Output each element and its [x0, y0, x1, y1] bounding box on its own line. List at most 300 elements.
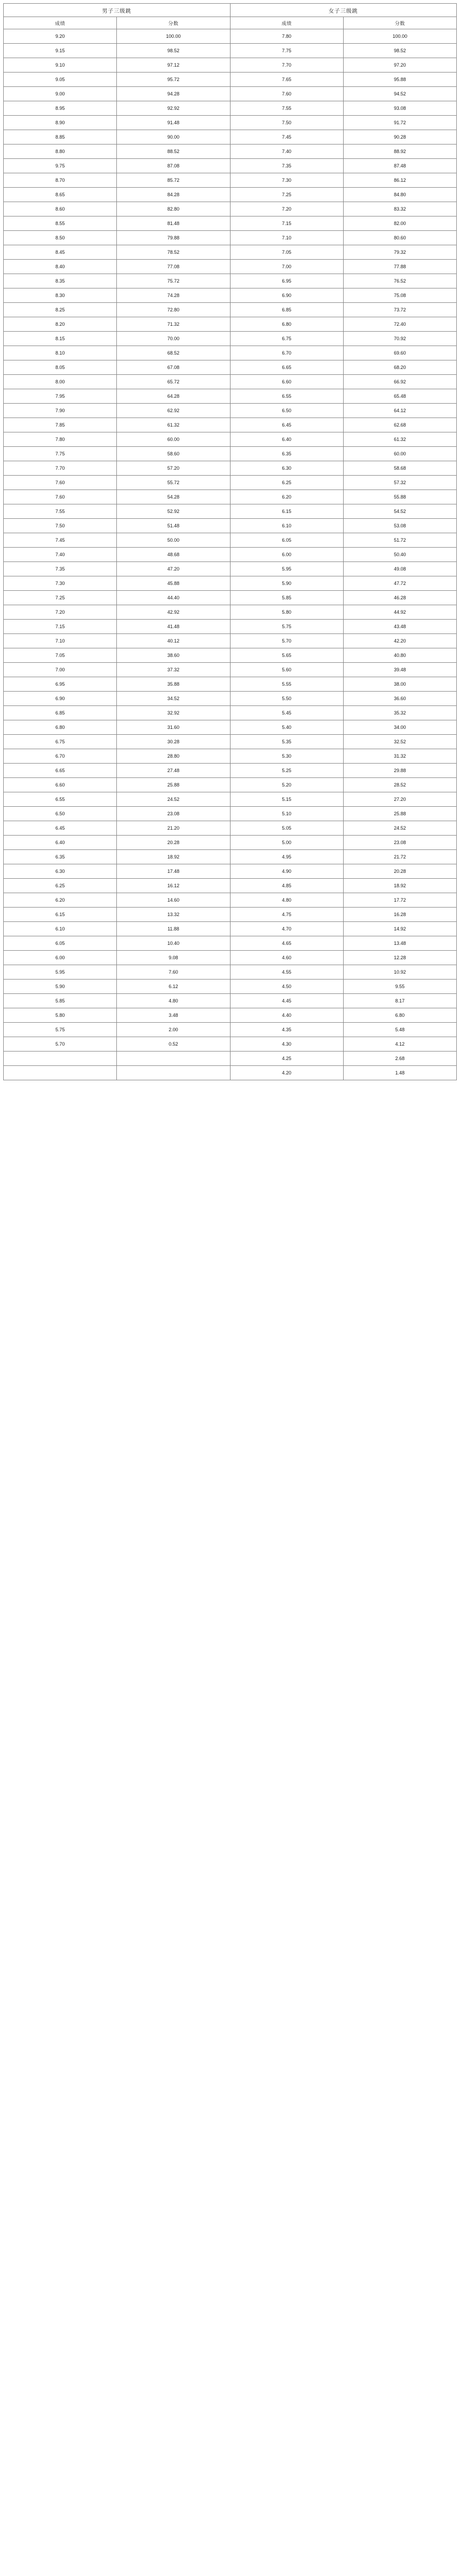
cell-mens-result: 5.70	[4, 1037, 117, 1052]
table-row	[4, 231, 457, 245]
cell-mens-score	[117, 1066, 230, 1080]
cell-mens-score: 32.92	[117, 706, 230, 720]
table-row	[4, 850, 457, 864]
table-row	[4, 533, 457, 548]
cell-womens-score: 9.55	[343, 980, 456, 994]
table-row	[4, 692, 457, 706]
cell-mens-result: 6.95	[4, 677, 117, 692]
cell-womens-score: 18.92	[343, 879, 456, 893]
cell-mens-score: 84.28	[117, 188, 230, 202]
table-row	[4, 216, 457, 231]
cell-womens-score: 27.20	[343, 792, 456, 807]
cell-mens-score: 37.32	[117, 663, 230, 677]
cell-womens-result: 6.95	[230, 274, 343, 288]
table-row	[4, 346, 457, 360]
table-row	[4, 418, 457, 432]
cell-mens-score: 60.00	[117, 432, 230, 447]
cell-mens-result: 9.10	[4, 58, 117, 73]
cell-mens-score: 28.80	[117, 749, 230, 764]
cell-mens-result: 7.30	[4, 576, 117, 591]
cell-mens-score: 54.28	[117, 490, 230, 504]
cell-womens-score: 25.88	[343, 807, 456, 821]
cell-womens-result: 6.90	[230, 288, 343, 303]
table-row	[4, 1037, 457, 1052]
cell-womens-result: 6.65	[230, 360, 343, 375]
cell-womens-score: 77.88	[343, 260, 456, 274]
cell-mens-result: 8.45	[4, 245, 117, 260]
cell-womens-result: 4.90	[230, 864, 343, 879]
triple-jump-score-table	[3, 3, 457, 1080]
table-row	[4, 620, 457, 634]
cell-mens-result: 8.80	[4, 145, 117, 159]
cell-womens-result: 6.35	[230, 447, 343, 461]
cell-womens-result: 4.30	[230, 1037, 343, 1052]
cell-mens-result: 7.95	[4, 389, 117, 404]
table-row	[4, 965, 457, 980]
table-row	[4, 44, 457, 58]
table-row	[4, 29, 457, 44]
table-row	[4, 173, 457, 188]
cell-mens-score: 41.48	[117, 620, 230, 634]
cell-mens-result: 8.85	[4, 130, 117, 145]
cell-womens-score: 50.40	[343, 548, 456, 562]
cell-mens-result: 6.85	[4, 706, 117, 720]
cell-womens-score: 93.08	[343, 101, 456, 116]
cell-womens-result: 5.00	[230, 836, 343, 850]
cell-mens-score: 40.12	[117, 634, 230, 648]
cell-womens-result: 5.95	[230, 562, 343, 576]
group-header-mens: 男子三级跳	[4, 4, 231, 17]
table-row	[4, 375, 457, 389]
cell-womens-score: 17.72	[343, 893, 456, 908]
cell-womens-result: 5.05	[230, 821, 343, 836]
table-row	[4, 893, 457, 908]
cell-mens-score: 4.80	[117, 994, 230, 1008]
cell-mens-score: 44.40	[117, 591, 230, 605]
cell-womens-score: 73.72	[343, 303, 456, 317]
cell-mens-score: 88.52	[117, 145, 230, 159]
cell-mens-result: 9.00	[4, 87, 117, 101]
table-row	[4, 749, 457, 764]
cell-womens-result: 5.60	[230, 663, 343, 677]
cell-womens-result: 7.75	[230, 44, 343, 58]
table-row	[4, 562, 457, 576]
cell-womens-score: 23.08	[343, 836, 456, 850]
cell-womens-score: 79.32	[343, 245, 456, 260]
group-header-row	[4, 4, 457, 17]
column-header-womens-result: 成绩	[230, 17, 343, 29]
table-row	[4, 476, 457, 490]
table-row	[4, 951, 457, 965]
cell-womens-score: 54.52	[343, 504, 456, 519]
cell-womens-result: 7.80	[230, 29, 343, 44]
cell-mens-score: 90.00	[117, 130, 230, 145]
cell-womens-result: 7.05	[230, 245, 343, 260]
table-row	[4, 648, 457, 663]
cell-womens-score: 61.32	[343, 432, 456, 447]
cell-mens-score: 6.12	[117, 980, 230, 994]
table-row	[4, 663, 457, 677]
cell-mens-score: 67.08	[117, 360, 230, 375]
group-header-womens: 女子三级跳	[230, 4, 457, 17]
cell-mens-result: 8.55	[4, 216, 117, 231]
cell-mens-score: 61.32	[117, 418, 230, 432]
column-header-mens-result: 成绩	[4, 17, 117, 29]
cell-womens-score: 46.28	[343, 591, 456, 605]
cell-mens-score: 64.28	[117, 389, 230, 404]
table-row	[4, 101, 457, 116]
cell-mens-result: 8.95	[4, 101, 117, 116]
table-row	[4, 461, 457, 476]
cell-mens-score: 45.88	[117, 576, 230, 591]
cell-womens-result: 6.40	[230, 432, 343, 447]
table-row	[4, 720, 457, 735]
table-row	[4, 879, 457, 893]
cell-womens-score: 10.92	[343, 965, 456, 980]
table-body	[4, 29, 457, 1080]
cell-womens-score: 14.92	[343, 922, 456, 936]
cell-womens-score: 70.92	[343, 332, 456, 346]
table-row	[4, 58, 457, 73]
cell-mens-result: 6.05	[4, 936, 117, 951]
table-row	[4, 792, 457, 807]
cell-womens-score: 47.72	[343, 576, 456, 591]
cell-mens-result: 8.15	[4, 332, 117, 346]
table-row	[4, 1052, 457, 1066]
cell-womens-score: 58.68	[343, 461, 456, 476]
cell-mens-score: 85.72	[117, 173, 230, 188]
cell-mens-result: 6.50	[4, 807, 117, 821]
table-row	[4, 836, 457, 850]
cell-womens-score: 13.48	[343, 936, 456, 951]
cell-mens-score: 25.88	[117, 778, 230, 792]
cell-mens-score: 9.08	[117, 951, 230, 965]
cell-mens-result: 7.25	[4, 591, 117, 605]
table-row	[4, 274, 457, 288]
cell-mens-result: 7.45	[4, 533, 117, 548]
cell-mens-result: 6.65	[4, 764, 117, 778]
cell-mens-score: 14.60	[117, 893, 230, 908]
cell-mens-score: 95.72	[117, 73, 230, 87]
cell-womens-result: 5.80	[230, 605, 343, 620]
cell-womens-score: 8.17	[343, 994, 456, 1008]
cell-mens-result: 6.35	[4, 850, 117, 864]
cell-womens-score: 82.00	[343, 216, 456, 231]
table-row	[4, 303, 457, 317]
cell-mens-score: 71.32	[117, 317, 230, 332]
cell-mens-result: 8.50	[4, 231, 117, 245]
cell-womens-score: 69.60	[343, 346, 456, 360]
cell-mens-result: 8.35	[4, 274, 117, 288]
table-row	[4, 735, 457, 749]
cell-mens-score: 24.52	[117, 792, 230, 807]
cell-mens-result: 6.60	[4, 778, 117, 792]
cell-womens-result: 5.35	[230, 735, 343, 749]
cell-womens-score: 94.52	[343, 87, 456, 101]
table-row	[4, 490, 457, 504]
table-row	[4, 1008, 457, 1023]
cell-womens-score: 38.00	[343, 677, 456, 692]
cell-mens-score: 78.52	[117, 245, 230, 260]
cell-mens-result: 6.55	[4, 792, 117, 807]
table-row	[4, 936, 457, 951]
cell-womens-score: 68.20	[343, 360, 456, 375]
cell-mens-score: 27.48	[117, 764, 230, 778]
cell-womens-result: 7.55	[230, 101, 343, 116]
cell-womens-result: 6.20	[230, 490, 343, 504]
cell-womens-score: 1.48	[343, 1066, 456, 1080]
cell-womens-score: 12.28	[343, 951, 456, 965]
cell-mens-result: 7.10	[4, 634, 117, 648]
cell-womens-result: 4.35	[230, 1023, 343, 1037]
table-row	[4, 576, 457, 591]
table-row	[4, 404, 457, 418]
cell-womens-result: 7.25	[230, 188, 343, 202]
cell-womens-score: 42.20	[343, 634, 456, 648]
cell-mens-result: 6.20	[4, 893, 117, 908]
cell-mens-result: 9.75	[4, 159, 117, 173]
cell-womens-score: 32.52	[343, 735, 456, 749]
score-table-page	[0, 0, 460, 1086]
cell-mens-score: 20.28	[117, 836, 230, 850]
cell-womens-result: 5.70	[230, 634, 343, 648]
cell-mens-result: 6.25	[4, 879, 117, 893]
cell-mens-result: 8.25	[4, 303, 117, 317]
cell-mens-score: 16.12	[117, 879, 230, 893]
cell-mens-score: 34.52	[117, 692, 230, 706]
table-row	[4, 994, 457, 1008]
table-row	[4, 591, 457, 605]
cell-mens-score: 11.88	[117, 922, 230, 936]
cell-womens-score: 36.60	[343, 692, 456, 706]
table-row	[4, 116, 457, 130]
cell-womens-score: 49.08	[343, 562, 456, 576]
cell-mens-score: 2.00	[117, 1023, 230, 1037]
cell-mens-score: 72.80	[117, 303, 230, 317]
cell-mens-result: 6.75	[4, 735, 117, 749]
cell-mens-score: 97.12	[117, 58, 230, 73]
cell-mens-result: 6.70	[4, 749, 117, 764]
cell-womens-score: 62.68	[343, 418, 456, 432]
cell-mens-score: 48.68	[117, 548, 230, 562]
cell-womens-result: 5.20	[230, 778, 343, 792]
cell-mens-result: 5.95	[4, 965, 117, 980]
cell-womens-result: 6.80	[230, 317, 343, 332]
cell-mens-result: 7.15	[4, 620, 117, 634]
cell-mens-score: 98.52	[117, 44, 230, 58]
table-row	[4, 432, 457, 447]
cell-womens-result: 4.65	[230, 936, 343, 951]
cell-womens-result: 6.60	[230, 375, 343, 389]
cell-mens-result: 7.40	[4, 548, 117, 562]
column-header-mens-score: 分数	[117, 17, 230, 29]
cell-mens-result: 7.60	[4, 490, 117, 504]
cell-mens-result: 6.15	[4, 908, 117, 922]
cell-mens-result: 7.05	[4, 648, 117, 663]
cell-womens-result: 4.95	[230, 850, 343, 864]
cell-womens-result: 5.65	[230, 648, 343, 663]
cell-womens-score: 97.20	[343, 58, 456, 73]
cell-womens-result: 4.60	[230, 951, 343, 965]
cell-mens-result: 7.85	[4, 418, 117, 432]
cell-mens-score: 13.32	[117, 908, 230, 922]
cell-womens-score: 60.00	[343, 447, 456, 461]
cell-mens-score: 77.08	[117, 260, 230, 274]
cell-womens-score: 35.32	[343, 706, 456, 720]
cell-mens-score: 87.08	[117, 159, 230, 173]
cell-womens-result: 6.15	[230, 504, 343, 519]
table-row	[4, 245, 457, 260]
cell-womens-result: 6.30	[230, 461, 343, 476]
cell-mens-result: 5.75	[4, 1023, 117, 1037]
cell-womens-score: 98.52	[343, 44, 456, 58]
table-row	[4, 87, 457, 101]
cell-mens-result: 8.20	[4, 317, 117, 332]
table-row	[4, 922, 457, 936]
cell-mens-result: 7.55	[4, 504, 117, 519]
cell-mens-score: 94.28	[117, 87, 230, 101]
cell-womens-result: 6.85	[230, 303, 343, 317]
cell-mens-result: 6.40	[4, 836, 117, 850]
cell-mens-score: 58.60	[117, 447, 230, 461]
cell-womens-result: 7.65	[230, 73, 343, 87]
table-head	[4, 4, 457, 29]
cell-mens-score: 81.48	[117, 216, 230, 231]
cell-womens-score: 44.92	[343, 605, 456, 620]
cell-womens-score: 88.92	[343, 145, 456, 159]
cell-womens-result: 7.40	[230, 145, 343, 159]
table-row	[4, 519, 457, 533]
cell-mens-result: 9.15	[4, 44, 117, 58]
table-row	[4, 634, 457, 648]
cell-womens-result: 4.45	[230, 994, 343, 1008]
cell-womens-result: 6.00	[230, 548, 343, 562]
table-row	[4, 821, 457, 836]
table-row	[4, 73, 457, 87]
table-row	[4, 677, 457, 692]
table-row	[4, 360, 457, 375]
cell-mens-score: 82.80	[117, 202, 230, 216]
cell-mens-score: 100.00	[117, 29, 230, 44]
cell-womens-score: 91.72	[343, 116, 456, 130]
cell-mens-score: 55.72	[117, 476, 230, 490]
cell-womens-score: 87.48	[343, 159, 456, 173]
cell-mens-result: 9.05	[4, 73, 117, 87]
column-header-womens-score: 分数	[343, 17, 456, 29]
table-row	[4, 504, 457, 519]
cell-womens-score: 2.68	[343, 1052, 456, 1066]
cell-mens-score: 30.28	[117, 735, 230, 749]
table-row	[4, 145, 457, 159]
cell-mens-score: 21.20	[117, 821, 230, 836]
cell-womens-score: 31.32	[343, 749, 456, 764]
cell-mens-result: 7.60	[4, 476, 117, 490]
table-row	[4, 447, 457, 461]
cell-womens-score: 75.08	[343, 288, 456, 303]
cell-womens-result: 4.75	[230, 908, 343, 922]
cell-womens-score: 21.72	[343, 850, 456, 864]
cell-mens-score: 74.28	[117, 288, 230, 303]
cell-mens-result: 9.20	[4, 29, 117, 44]
table-row	[4, 908, 457, 922]
cell-womens-result: 5.45	[230, 706, 343, 720]
cell-mens-result: 8.70	[4, 173, 117, 188]
cell-mens-result: 6.90	[4, 692, 117, 706]
cell-mens-result: 7.70	[4, 461, 117, 476]
cell-mens-score: 3.48	[117, 1008, 230, 1023]
cell-womens-score: 40.80	[343, 648, 456, 663]
cell-mens-result: 5.80	[4, 1008, 117, 1023]
cell-womens-result: 4.50	[230, 980, 343, 994]
cell-mens-score: 47.20	[117, 562, 230, 576]
table-row	[4, 260, 457, 274]
cell-womens-result: 7.10	[230, 231, 343, 245]
table-row	[4, 332, 457, 346]
cell-womens-score: 100.00	[343, 29, 456, 44]
cell-mens-result: 7.80	[4, 432, 117, 447]
cell-womens-score: 55.88	[343, 490, 456, 504]
cell-womens-result: 6.70	[230, 346, 343, 360]
cell-mens-result: 8.60	[4, 202, 117, 216]
table-row	[4, 288, 457, 303]
cell-mens-score: 51.48	[117, 519, 230, 533]
table-row	[4, 807, 457, 821]
cell-mens-result: 6.00	[4, 951, 117, 965]
cell-womens-result: 5.75	[230, 620, 343, 634]
cell-mens-score: 7.60	[117, 965, 230, 980]
cell-mens-score: 52.92	[117, 504, 230, 519]
cell-mens-result	[4, 1066, 117, 1080]
cell-mens-score: 91.48	[117, 116, 230, 130]
cell-mens-score: 35.88	[117, 677, 230, 692]
cell-mens-score: 62.92	[117, 404, 230, 418]
cell-mens-score: 42.92	[117, 605, 230, 620]
cell-mens-score: 23.08	[117, 807, 230, 821]
cell-womens-result: 7.60	[230, 87, 343, 101]
cell-womens-score: 20.28	[343, 864, 456, 879]
table-row	[4, 389, 457, 404]
cell-womens-score: 34.00	[343, 720, 456, 735]
column-header-row	[4, 17, 457, 29]
cell-mens-result: 6.80	[4, 720, 117, 735]
cell-womens-result: 6.50	[230, 404, 343, 418]
cell-womens-score: 16.28	[343, 908, 456, 922]
cell-mens-result: 7.90	[4, 404, 117, 418]
cell-womens-result: 7.00	[230, 260, 343, 274]
cell-mens-score: 79.88	[117, 231, 230, 245]
cell-mens-score: 70.00	[117, 332, 230, 346]
cell-womens-result: 4.85	[230, 879, 343, 893]
cell-mens-result: 5.85	[4, 994, 117, 1008]
cell-mens-result: 8.90	[4, 116, 117, 130]
cell-womens-result: 4.80	[230, 893, 343, 908]
cell-womens-score: 95.88	[343, 73, 456, 87]
cell-mens-result: 7.50	[4, 519, 117, 533]
table-row	[4, 1066, 457, 1080]
cell-womens-result: 5.10	[230, 807, 343, 821]
cell-mens-result: 8.00	[4, 375, 117, 389]
cell-womens-score: 64.12	[343, 404, 456, 418]
cell-womens-result: 5.40	[230, 720, 343, 735]
table-row	[4, 864, 457, 879]
cell-mens-result: 8.10	[4, 346, 117, 360]
cell-mens-score: 10.40	[117, 936, 230, 951]
cell-womens-result: 4.20	[230, 1066, 343, 1080]
cell-mens-score: 17.48	[117, 864, 230, 879]
cell-mens-score: 0.52	[117, 1037, 230, 1052]
cell-mens-score: 68.52	[117, 346, 230, 360]
cell-mens-score: 18.92	[117, 850, 230, 864]
